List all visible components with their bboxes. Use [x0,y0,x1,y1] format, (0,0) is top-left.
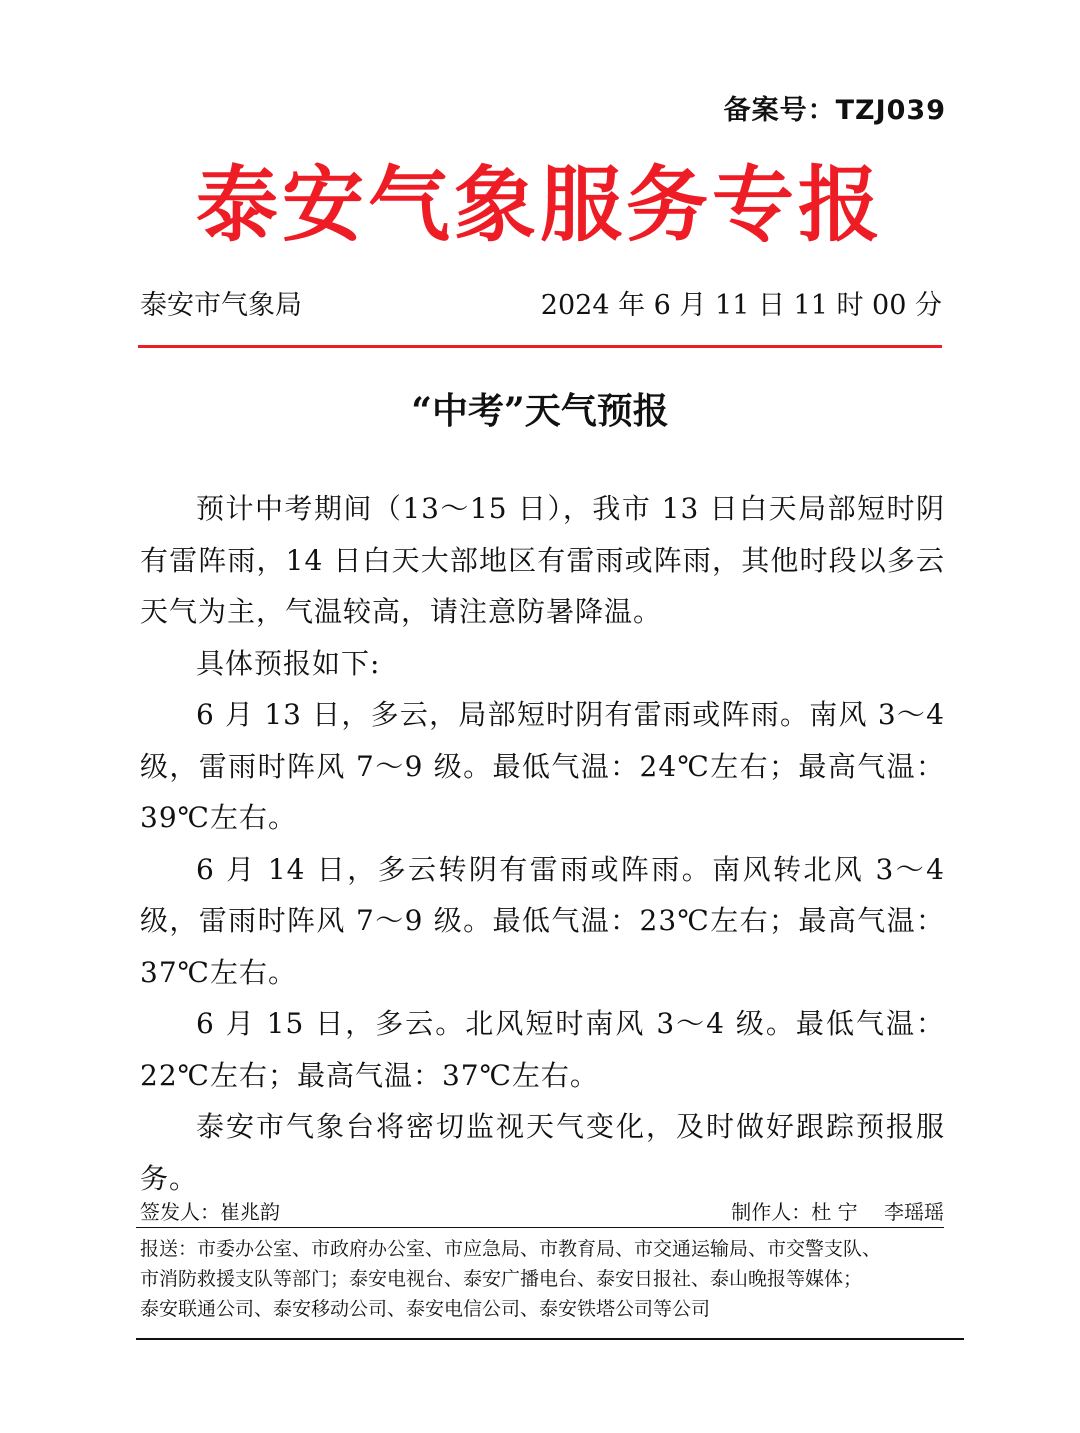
issuer-row [140,286,942,326]
distribution-list [140,1234,960,1324]
paragraph-june-13: 6 月 13 日，多云，局部短时阴有雷雨或阵雨。南风 3～4 级，雷雨时阵风 7～9 级。最低气温：24℃左右；最高气温：39℃左右。 [140,698,945,834]
producer: 制作人：杜 宁 李瑶瑶 [731,1200,944,1224]
paragraph-closing: 泰安市气象台将密切监视天气变化，及时做好跟踪预报服务。 [140,1110,945,1195]
paragraph-summary: 预计中考期间（13～15 日），我市 13 日白天局部短时阴有雷阵雨，14 日白天大部地区有雷雨或阵雨，其他时段以多云天气为主，气温较高，请注意防暑降温。 [140,492,945,628]
document-title: “中考”天气预报 [411,390,669,432]
bottom-divider [136,1338,964,1340]
red-divider [138,345,942,348]
distribution-line: 市消防救援支队等部门；泰安电视台、泰安广播电台、泰安日报社、泰山晚报等媒体； [140,1268,863,1290]
signature-divider [136,1227,944,1228]
distribution-line: 泰安联通公司、泰安移动公司、泰安电信公司、泰安铁塔公司等公司 [140,1298,711,1320]
document-body [140,483,945,1204]
issue-time: 2024 年 6 月 11 日 11 时 00 分 [540,290,942,321]
issuer-name: 泰安市气象局 [140,290,302,321]
masthead-title: 泰安气象服务专报 [195,158,884,253]
paragraph-june-14: 6 月 14 日，多云转阴有雷雨或阵雨。南风转北风 3～4 级，雷雨时阵风 7～9 级。最低气温：23℃左右；最高气温：37℃左右。 [140,852,945,989]
paragraph-june-15: 6 月 15 日，多云。北风短时南风 3～4 级。最低气温：22℃左右；最高气温：37℃左右。 [140,1007,945,1092]
signer: 签发人：崔兆韵 [140,1200,280,1224]
filing-number: 备案号：TZJ039 [723,95,946,126]
paragraph-intro: 具体预报如下: [196,646,381,680]
distribution-line: 报送：市委办公室、市政府办公室、市应急局、市教育局、市交通运输局、市交警支队、 [140,1238,882,1260]
signature-row [140,1197,944,1227]
